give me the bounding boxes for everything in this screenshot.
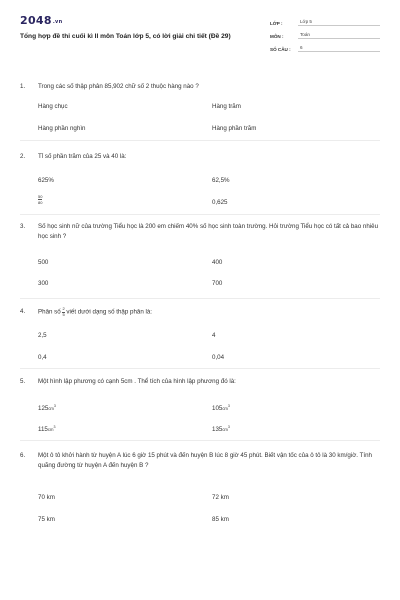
answer-option[interactable]: 0,625 (212, 198, 228, 206)
question-text: Tỉ số phần trăm của 25 và 40 là: (38, 153, 127, 160)
answer-option[interactable]: 625% (38, 176, 54, 184)
answer-option[interactable]: 2,5 (38, 332, 47, 340)
question-text: Trong các số thập phân 85,902 chữ số 2 thuộc hàng nào ? (38, 83, 199, 90)
question-divider (20, 140, 380, 141)
question-text: Số học sinh nữ của trường Tiểu học là 200 em chiếm 40% số học sinh toàn trường. Hỏi trường Tiểu học có tất cả bao nhiêu học sinh ? (38, 223, 379, 240)
question-3: 3. Số học sinh nữ của trường Tiểu học là 200 em chiếm 40% số học sinh toàn trường. Hỏi trường Tiểu học có tất cả bao nhiêu học sinh ? 500 400 300 700 (20, 223, 379, 288)
question-divider (20, 440, 380, 441)
answer-option[interactable]: 300 (38, 280, 49, 288)
answer-option[interactable]: $125cm^3$ (38, 403, 56, 412)
answer-option[interactable]: 400 (212, 259, 223, 267)
answer-option[interactable]: Hàng phần nghìn (38, 124, 86, 132)
question-divider (20, 368, 380, 369)
exam-title: Tổng hợp đề thi cuối kì II môn Toán lớp 5, có lời giải chi tiết (Đề 29) (20, 33, 231, 40)
question-text: Một ô tô khởi hành từ huyện A lúc 6 giờ 15 phút và đến huyện B lúc 8 giờ 45 phút. Biết vận tốc của ô tô là 30 km/giờ. Tính quãng đường từ huyện A đến huyện B ? (38, 452, 372, 469)
answer-option-fraction[interactable]: $\frac{50}{80}$ (38, 193, 43, 205)
answer-option[interactable]: 62,5% (212, 176, 230, 184)
question-6: 6. Một ô tô khởi hành từ huyện A lúc 6 giờ 15 phút và đến huyện B lúc 8 giờ 45 phút. Biết vận tốc của ô tô là 30 km/giờ. Tính quãng đường từ huyện A đến huyện B ? 70 km 72 km 75 km 85 km (20, 451, 380, 470)
meta-subject: MÔN : Toán (270, 29, 380, 39)
meta-class: LỚP : Lớp 5 (270, 16, 380, 26)
site-logo[interactable]: 2048.vn (20, 14, 63, 27)
brand-block (20, 14, 235, 42)
page-header (20, 14, 380, 74)
answer-option[interactable]: Hàng chục (38, 102, 68, 110)
answer-option[interactable]: Hàng trăm (212, 102, 241, 110)
question-4: 4. Phân số $\frac{2}{5}$ viết dưới dạng số thập phân là: 2,5 4 0,4 0,04 (20, 307, 380, 317)
answer-option[interactable]: 0,4 (38, 354, 47, 362)
question-2: 2. Tỉ số phần trăm của 25 và 40 là: 625% 62,5% $\frac{50}{80}$ 0,625 (20, 152, 380, 162)
question-number: 1. (20, 83, 26, 90)
question-text: Một hình lập phương có cạnh 5cm . Thể tích của hình lập phương đó là: (38, 378, 236, 385)
answer-option[interactable]: 700 (212, 280, 223, 288)
answer-option[interactable]: $115cm^3$ (38, 424, 56, 433)
question-1 (20, 82, 380, 132)
answer-option[interactable]: 72 km (212, 494, 229, 502)
answer-option[interactable]: $105cm^3$ (212, 403, 230, 412)
answer-option[interactable]: $135cm^3$ (212, 424, 230, 433)
meta-question-count: SỐ CÂU : 6 (270, 42, 380, 52)
answer-option[interactable]: 70 km (38, 494, 55, 502)
question-text: Phân số $\frac{2}{5}$ viết dưới dạng số thập phân là: (38, 306, 153, 317)
question-divider (20, 214, 380, 215)
fraction: $\frac{2}{5}$ (62, 306, 65, 317)
answer-option[interactable]: Hàng phần trăm (212, 124, 257, 132)
answer-option[interactable]: 4 (212, 332, 216, 340)
answer-option[interactable]: 85 km (212, 516, 229, 524)
question-divider (20, 298, 380, 299)
answer-option[interactable]: 0,04 (212, 354, 225, 362)
answer-option[interactable]: 500 (38, 259, 49, 267)
question-5: 5. Một hình lập phương có cạnh 5cm . Thể tích của hình lập phương đó là: $125cm^3$ $105cm^3$ $115cm^3$ $135cm^3$ (20, 377, 380, 387)
answer-option[interactable]: 75 km (38, 516, 55, 524)
exam-meta (270, 16, 380, 55)
